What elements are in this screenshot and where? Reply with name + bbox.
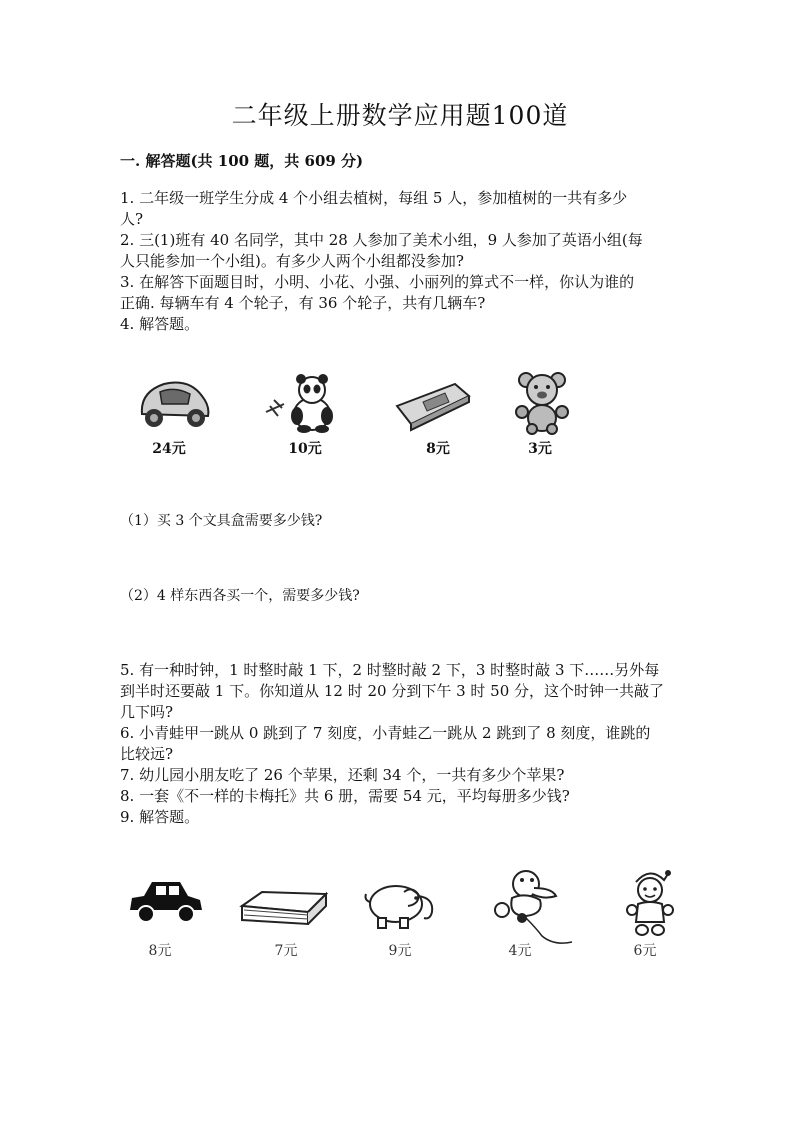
price-elephant-bank: 9元: [388, 943, 412, 959]
price-pencil-case: 7元: [274, 943, 298, 959]
q9-heading: 9. 解答题。: [120, 808, 200, 826]
pencil-box-icon: [393, 380, 473, 432]
q5-line1: 5. 有一种时钟，1 时整时敲 1 下，2 时整时敲 2 下，3 时整时敲 3 下……另外每: [120, 661, 660, 679]
panda-icon: [264, 372, 344, 434]
section-heading: 一. 解答题(共 100 题，共 609 分): [120, 152, 364, 170]
q4-heading: 4. 解答题。: [120, 315, 200, 333]
price-panda: 10元: [288, 441, 322, 457]
teddy-bear-icon: [512, 370, 572, 434]
q3-line1: 3. 在解答下面题目时，小明、小花、小强、小丽列的算式不一样，你认为谁的: [120, 273, 635, 291]
duck-pull-toy-icon: [490, 866, 576, 950]
price-pencil-box: 8元: [426, 441, 450, 457]
price-car: 8元: [148, 943, 172, 959]
q2-line1: 2. 三(1)班有 40 名同学，其中 28 人参加了美术小组，9 人参加了英语小组(每: [120, 231, 643, 249]
elephant-bank-icon: [364, 878, 440, 932]
page-title: 二年级上册数学应用题100道: [231, 101, 569, 130]
q1-line2: 人?: [120, 210, 144, 228]
q5-line3: 几下吗?: [120, 703, 174, 721]
price-duck-pull-toy: 4元: [508, 943, 532, 959]
price-toy-car: 24元: [152, 441, 186, 457]
q7-line: 7. 幼儿园小朋友吃了 26 个苹果，还剩 34 个，一共有多少个苹果?: [120, 766, 565, 784]
q1-line1: 1. 二年级一班学生分成 4 个小组去植树，每组 5 人，参加植树的一共有多少: [120, 189, 628, 207]
price-teddy-bear: 3元: [528, 441, 552, 457]
pencil-case-icon: [236, 888, 330, 928]
car-icon: [126, 876, 204, 926]
q8-line: 8. 一套《不一样的卡梅托》共 6 册，需要 54 元，平均每册多少钱?: [120, 787, 570, 805]
toy-car-icon: [134, 374, 214, 434]
price-doll: 6元: [633, 943, 657, 959]
q5-line2: 到半时还要敲 1 下。你知道从 12 时 20 分到下午 3 时 50 分，这个时钟一共敲了: [120, 682, 665, 700]
q2-line2: 人只能参加一个小组)。有多少人两个小组都没参加?: [120, 252, 464, 270]
q4-sub2: （2）4 样东西各买一个，需要多少钱?: [120, 588, 360, 604]
q3-line2: 正确. 每辆车有 4 个轮子，有 36 个轮子，共有几辆车?: [120, 294, 486, 312]
q6-line1: 6. 小青蛙甲一跳从 0 跳到了 7 刻度，小青蛙乙一跳从 2 跳到了 8 刻度，谁跳的: [120, 724, 651, 742]
q6-line2: 比较远?: [120, 745, 174, 763]
q4-sub1: （1）买 3 个文具盒需要多少钱?: [120, 513, 323, 529]
doll-icon: [622, 868, 678, 938]
